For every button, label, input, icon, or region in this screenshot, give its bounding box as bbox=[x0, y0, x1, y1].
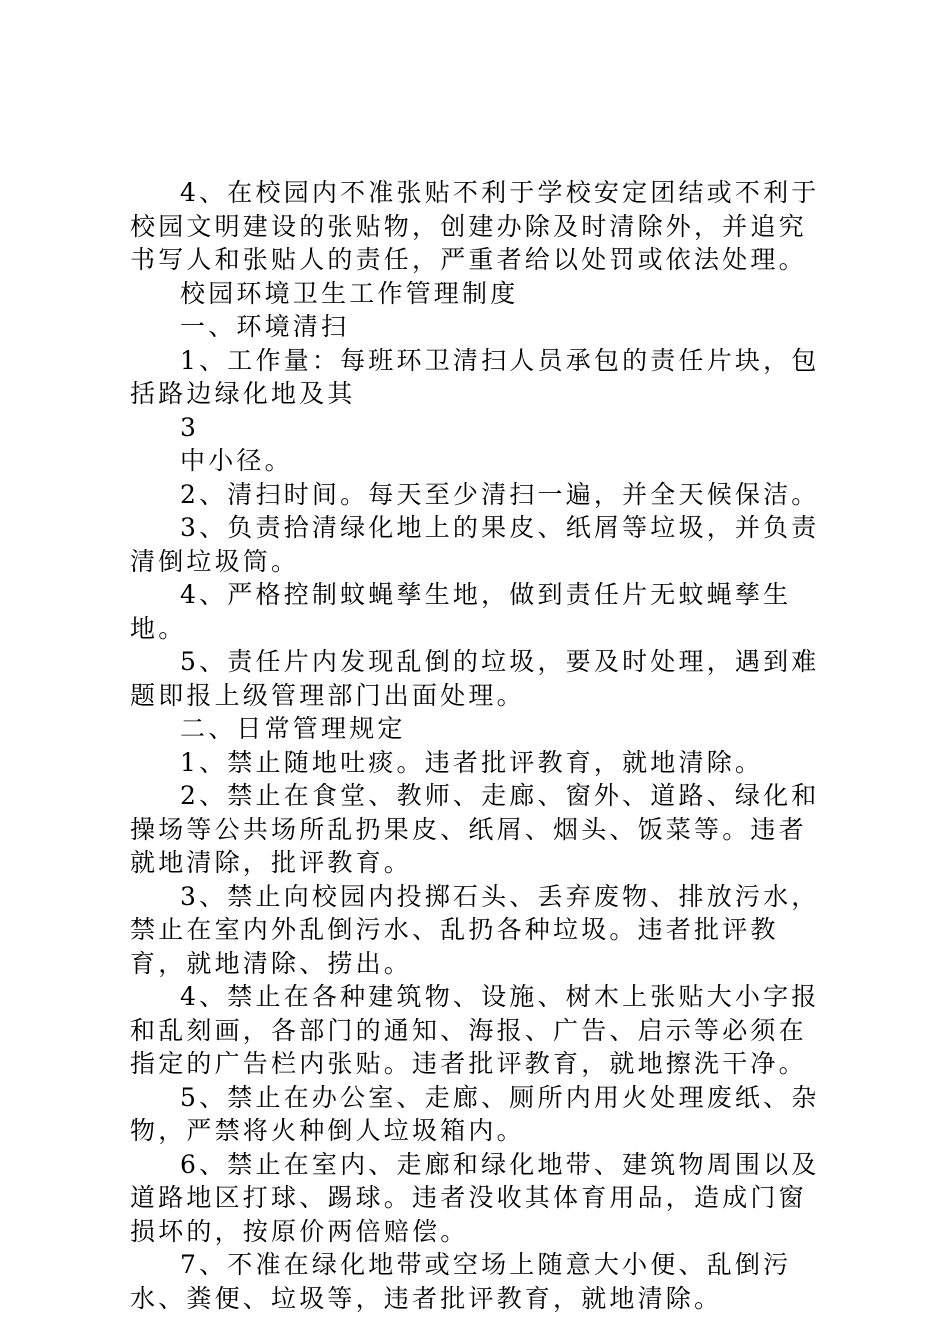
paragraph-cleaning-3: 3、负责拾清绿化地上的果皮、纸屑等垃圾，并负责清倒垃圾筒。 bbox=[130, 513, 820, 576]
heading-daily-management: 二、日常管理规定 bbox=[180, 714, 406, 743]
heading-environment-cleaning: 一、环境清扫 bbox=[180, 312, 350, 341]
paragraph-rule-4: 4、禁止在各种建筑物、设施、树木上张贴大小字报和乱刻画，各部门的通知、海报、广告、启示等必须在指定的广告栏内张贴。违者批评教育，就地擦洗干净。 bbox=[130, 982, 820, 1078]
page-number: 3 bbox=[180, 412, 200, 442]
paragraph-cleaning-2: 2、清扫时间。每天至少清扫一遍，并全天候保洁。 bbox=[180, 479, 820, 509]
paragraph-rule-7: 7、不准在绿化地带或空场上随意大小便、乱倒污水、粪便、垃圾等，违者批评教育，就地清除。 bbox=[130, 1250, 792, 1313]
paragraph-cleaning-4: 4、严格控制蚊蝇孳生地，做到责任片无蚊蝇孳生地。 bbox=[130, 580, 792, 643]
paragraph-rule-3: 3、禁止向校园内投掷石头、丢弃废物、排放污水，禁止在室内外乱倒污水、乱扔各种垃圾。违者批评教育，就地清除、捞出。 bbox=[130, 881, 820, 978]
paragraph-rule-1: 1、禁止随地吐痰。违者批评教育，就地清除。 bbox=[180, 747, 764, 777]
paragraph-cleaning-1-continued: 中小径。 bbox=[180, 446, 293, 475]
paragraph-cleaning-1: 1、工作量：每班环卫清扫人员承包的责任片块，包括路边绿化地及其 bbox=[130, 345, 820, 408]
paragraph-cleaning-5: 5、责任片内发现乱倒的垃圾，要及时处理，遇到难题即报上级管理部门出面处理。 bbox=[130, 647, 820, 710]
section-title: 校园环境卫生工作管理制度 bbox=[180, 278, 519, 308]
paragraph-rule-2: 2、禁止在食堂、教师、走廊、窗外、道路、绿化和操场等公共场所乱扔果皮、纸屑、烟头、饭菜等。违者就地清除，批评教育。 bbox=[130, 781, 820, 877]
document-body bbox=[130, 176, 830, 1315]
paragraph-rule-4-posting: 4、在校园内不准张贴不利于学校安定团结或不利于校园文明建设的张贴物，创建办除及时清除外，并追究书写人和张贴人的责任，严重者给以处罚或依法处理。 bbox=[130, 178, 820, 274]
paragraph-rule-5: 5、禁止在办公室、走廊、厕所内用火处理废纸、杂物，严禁将火种倒人垃圾箱内。 bbox=[130, 1082, 820, 1145]
paragraph-rule-6: 6、禁止在室内、走廊和绿化地带、建筑物周围以及道路地区打球、踢球。违者没收其体育用品，造成门窗损坏的，按原价两倍赔偿。 bbox=[130, 1149, 820, 1246]
